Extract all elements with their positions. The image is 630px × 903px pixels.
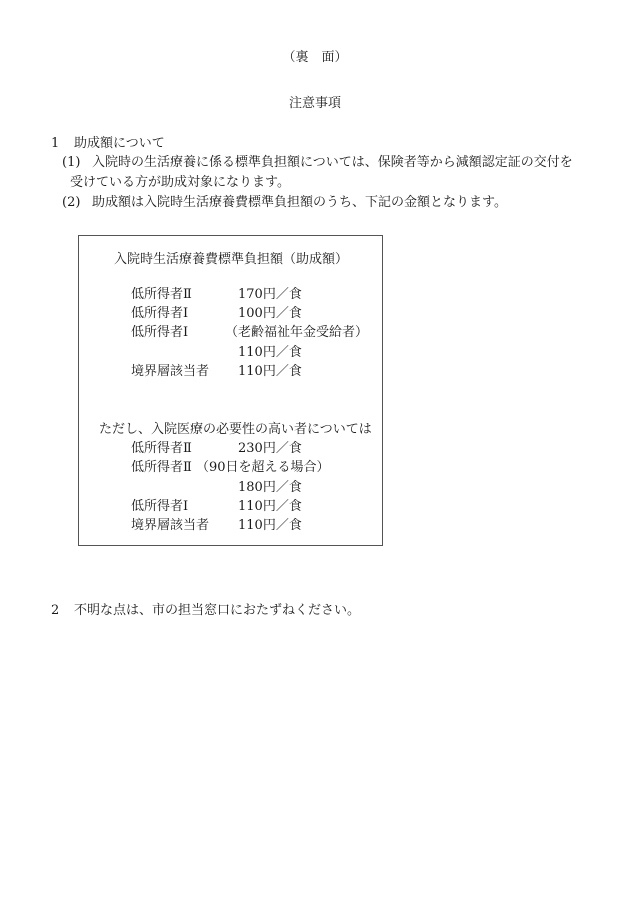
- page-title: 注意事項: [288, 96, 341, 111]
- box-row-value: 170円／食: [238, 287, 302, 302]
- box-row2-value: （90日を超える場合）: [196, 460, 330, 475]
- box-row-label: 低所得者Ⅱ: [131, 287, 192, 302]
- item2-number: (2): [62, 195, 81, 210]
- section1-number: 1: [51, 136, 60, 151]
- box-row2-value: 110円／食: [238, 518, 302, 533]
- item2-text: 助成額は入院時生活療養費標準負担額のうち、下記の金額となります。: [92, 195, 507, 210]
- box-row2-label: 低所得者Ⅱ: [131, 441, 192, 456]
- box-heading: 入院時生活療養費標準負担額（助成額）: [114, 252, 349, 267]
- box-row-label: 境界層該当者: [131, 364, 210, 379]
- box-row-value: 100円／食: [238, 306, 302, 321]
- box-row2-label: 境界層該当者: [131, 518, 210, 533]
- box-row-label: 低所得者Ⅰ: [131, 325, 189, 340]
- box-row-value: （老齢福祉年金受給者）: [225, 325, 369, 340]
- box-row2-value: 180円／食: [238, 480, 302, 495]
- section2-number: 2: [51, 603, 60, 618]
- item1-number: (1): [62, 155, 81, 170]
- box-note: ただし、入院医療の必要性の高い者については: [99, 422, 372, 437]
- box-row-label: 低所得者Ⅰ: [131, 306, 189, 321]
- box-row-value: 110円／食: [238, 345, 302, 360]
- box-row2-value: 230円／食: [238, 441, 302, 456]
- section2-text: 不明な点は、市の担当窓口におたずねください。: [74, 603, 361, 618]
- page-side-label: （裏 面）: [282, 50, 348, 65]
- item1-line1: 入院時の生活療養に係る標準負担額については、保険者等から減額認定証の交付を: [92, 155, 573, 170]
- box-row2-value: 110円／食: [238, 499, 302, 514]
- box-row2-label: 低所得者Ⅱ: [131, 460, 192, 475]
- amount-box: [78, 235, 383, 546]
- section1-heading: 助成額について: [74, 136, 165, 151]
- item1-line2: 受けている方が助成対象になります。: [70, 175, 290, 190]
- box-row2-label: 低所得者Ⅰ: [131, 499, 189, 514]
- box-row-value: 110円／食: [238, 364, 302, 379]
